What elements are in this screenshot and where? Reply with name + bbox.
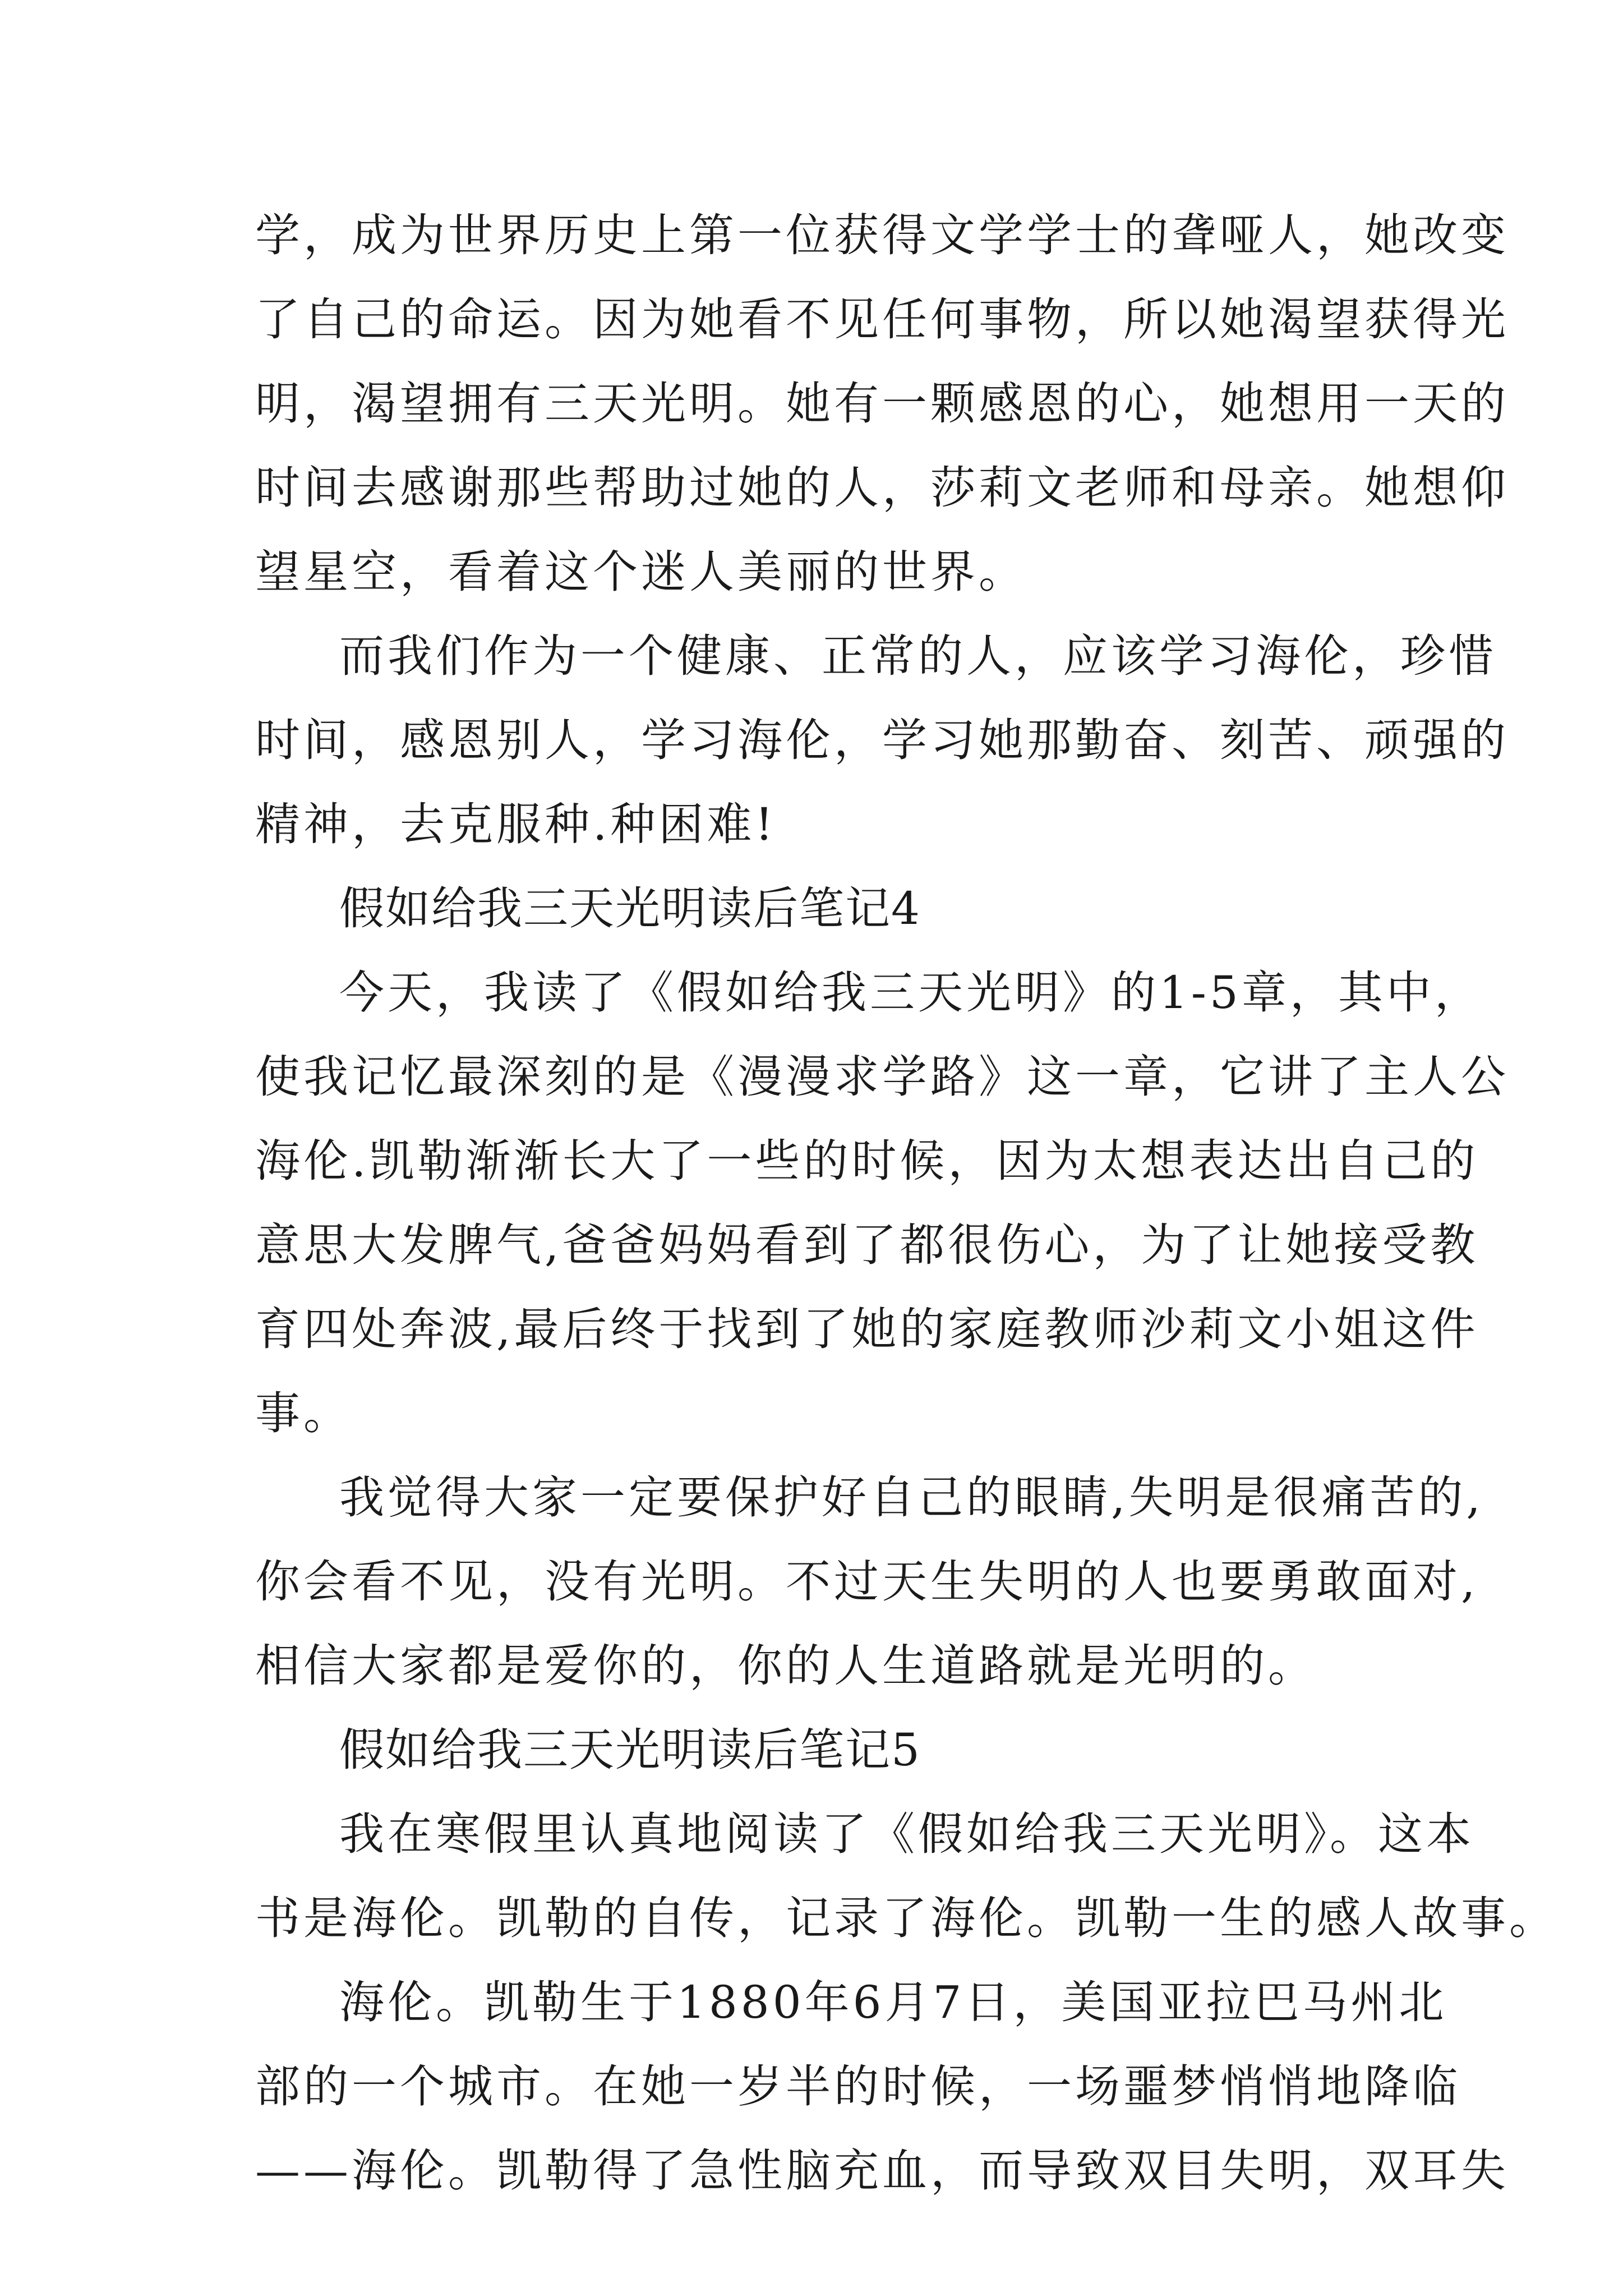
paragraph-start-line: 我觉得大家一定要保护好自己的眼睛,失明是很痛苦的, bbox=[339, 1471, 1484, 1524]
text-line: ——海伦。凯勒得了急性脑充血，而导致双目失明，双耳失 bbox=[255, 2145, 1509, 2197]
text-line: 书是海伦。凯勒的自传，记录了海伦。凯勒一生的感人故事。 bbox=[255, 1892, 1557, 1944]
document-body bbox=[255, 194, 1557, 2213]
text-line: 育四处奔波,最后终于找到了她的家庭教师沙莉文小姐这件 bbox=[255, 1303, 1479, 1355]
text-line: 精神，去克服种.种困难! bbox=[255, 798, 777, 850]
section-heading: 假如给我三天光明读后笔记4 bbox=[339, 882, 921, 935]
text-line: 明，渴望拥有三天光明。她有一颗感恩的心，她想用一天的 bbox=[255, 378, 1509, 430]
text-line: 时间，感恩别人，学习海伦，学习她那勤奋、刻苦、顽强的 bbox=[255, 714, 1509, 766]
section-heading: 假如给我三天光明读后笔记5 bbox=[339, 1724, 921, 1776]
text-line: 事。 bbox=[255, 1387, 352, 1439]
text-line: 意思大发脾气,爸爸妈妈看到了都很伤心，为了让她接受教 bbox=[255, 1219, 1479, 1271]
text-line: 望星空，看着这个迷人美丽的世界。 bbox=[255, 546, 1027, 598]
text-line: 学，成为世界历史上第一位获得文学学士的聋哑人，她改变 bbox=[255, 209, 1509, 261]
paragraph-start-line: 今天，我读了《假如给我三天光明》的1-5章，其中， bbox=[339, 967, 1483, 1019]
text-line: 使我记忆最深刻的是《漫漫求学路》这一章，它讲了主人公 bbox=[255, 1051, 1509, 1103]
text-line: 了自己的命运。因为她看不见任何事物，所以她渴望获得光 bbox=[255, 293, 1509, 346]
text-line: 时间去感谢那些帮助过她的人，莎莉文老师和母亲。她想仰 bbox=[255, 462, 1509, 514]
paragraph-start-line: 海伦。凯勒生于1880年6月7日，美国亚拉巴马州北 bbox=[339, 1976, 1447, 2028]
text-line: 相信大家都是爱你的，你的人生道路就是光明的。 bbox=[255, 1640, 1316, 1692]
paragraph-start-line: 我在寒假里认真地阅读了《假如给我三天光明》。这本 bbox=[339, 1808, 1474, 1860]
text-line: 海伦.凯勒渐渐长大了一些的时候，因为太想表达出自己的 bbox=[255, 1135, 1479, 1187]
text-line: 部的一个城市。在她一岁半的时候，一场噩梦悄悄地降临 bbox=[255, 2060, 1461, 2113]
paragraph-start-line: 而我们作为一个健康、正常的人，应该学习海伦，珍惜 bbox=[339, 630, 1497, 682]
text-line: 你会看不见，没有光明。不过天生失明的人也要勇敢面对, bbox=[255, 1556, 1479, 1608]
